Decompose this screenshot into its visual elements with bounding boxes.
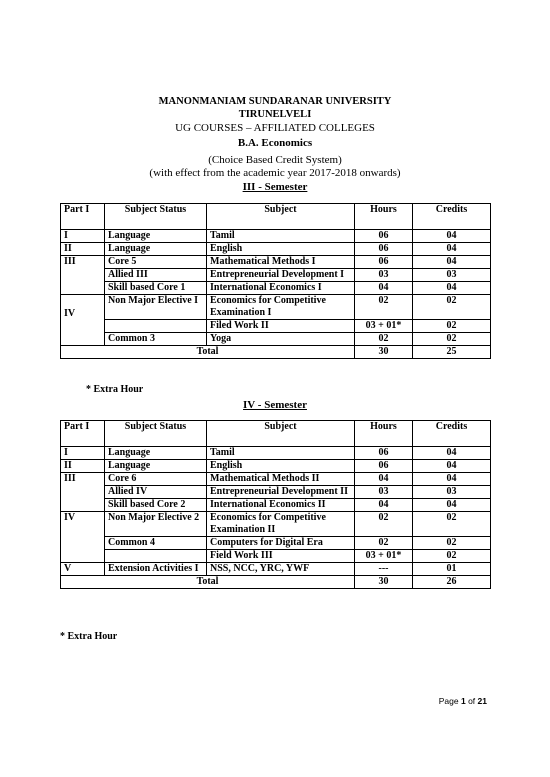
col-hours: Hours (355, 421, 413, 447)
col-status: Subject Status (105, 204, 207, 230)
total-row (61, 576, 491, 589)
table-row: Common 3 Yoga 02 02 (61, 333, 491, 346)
table-row: III Core 5 Mathematical Methods I 06 04 (61, 256, 491, 269)
col-hours: Hours (355, 204, 413, 230)
table-row: Field Work III 03 + 01* 02 (61, 550, 491, 563)
col-part: Part I (61, 421, 105, 447)
extra-hour-note: * Extra Hour (86, 384, 144, 395)
sem4-table (60, 420, 491, 589)
table-row: II Language English 06 04 (61, 460, 491, 473)
total-hours: 30 (355, 346, 413, 359)
col-status: Subject Status (105, 421, 207, 447)
sem4-title: IV - Semester (243, 399, 307, 411)
total-row (61, 346, 491, 359)
table-row: II Language English 06 04 (61, 243, 491, 256)
table-row: V Extension Activities I NSS, NCC, YRC, YWF --- 01 (61, 563, 491, 576)
table-header-row (61, 204, 491, 230)
table-row: III Core 6 Mathematical Methods II 04 04 (61, 473, 491, 486)
university-name: MANONMANIAM SUNDARANAR UNIVERSITY (158, 96, 392, 107)
total-credits: 25 (413, 346, 491, 359)
col-part: Part I (61, 204, 105, 230)
sem3-table (60, 203, 491, 359)
courses-line: UG COURSES – AFFILIATED COLLEGES (175, 122, 375, 134)
col-credits: Credits (413, 204, 491, 230)
table-row: Skill based Core 2 International Economics II 04 04 (61, 499, 491, 512)
table-row: I Language Tamil 06 04 (61, 230, 491, 243)
total-hours: 30 (355, 576, 413, 589)
system-line: (Choice Based Credit System) (208, 154, 342, 166)
effect-line: (with effect from the academic year 2017-2018 onwards) (149, 167, 401, 179)
table-row: I Language Tamil 06 04 (61, 447, 491, 460)
extra-hour-note: * Extra Hour (60, 631, 118, 642)
city-name: TIRUNELVELI (238, 109, 312, 120)
total-label: Total (61, 346, 355, 359)
table-row: IV Non Major Elective 2 Economics for Competitive Examination II 02 02 (61, 512, 491, 537)
degree-title: B.A. Economics (237, 137, 313, 149)
table-row: Filed Work II 03 + 01* 02 (61, 320, 491, 333)
table-row: IV Non Major Elective I Economics for Competitive Examination I 02 02 (61, 295, 491, 320)
col-subject: Subject (207, 204, 355, 230)
total-label: Total (61, 576, 355, 589)
table-row: Skill based Core 1 International Economics I 04 04 (61, 282, 491, 295)
total-credits: 26 (413, 576, 491, 589)
table-row: Allied IV Entrepreneurial Development II 03 03 (61, 486, 491, 499)
col-credits: Credits (413, 421, 491, 447)
col-subject: Subject (207, 421, 355, 447)
page-number: Page 1 of 21 (438, 696, 487, 706)
table-row: Common 4 Computers for Digital Era 02 02 (61, 537, 491, 550)
table-header-row (61, 421, 491, 447)
sem3-title: III - Semester (242, 181, 308, 193)
table-row: Allied III Entrepreneurial Development I 03 03 (61, 269, 491, 282)
